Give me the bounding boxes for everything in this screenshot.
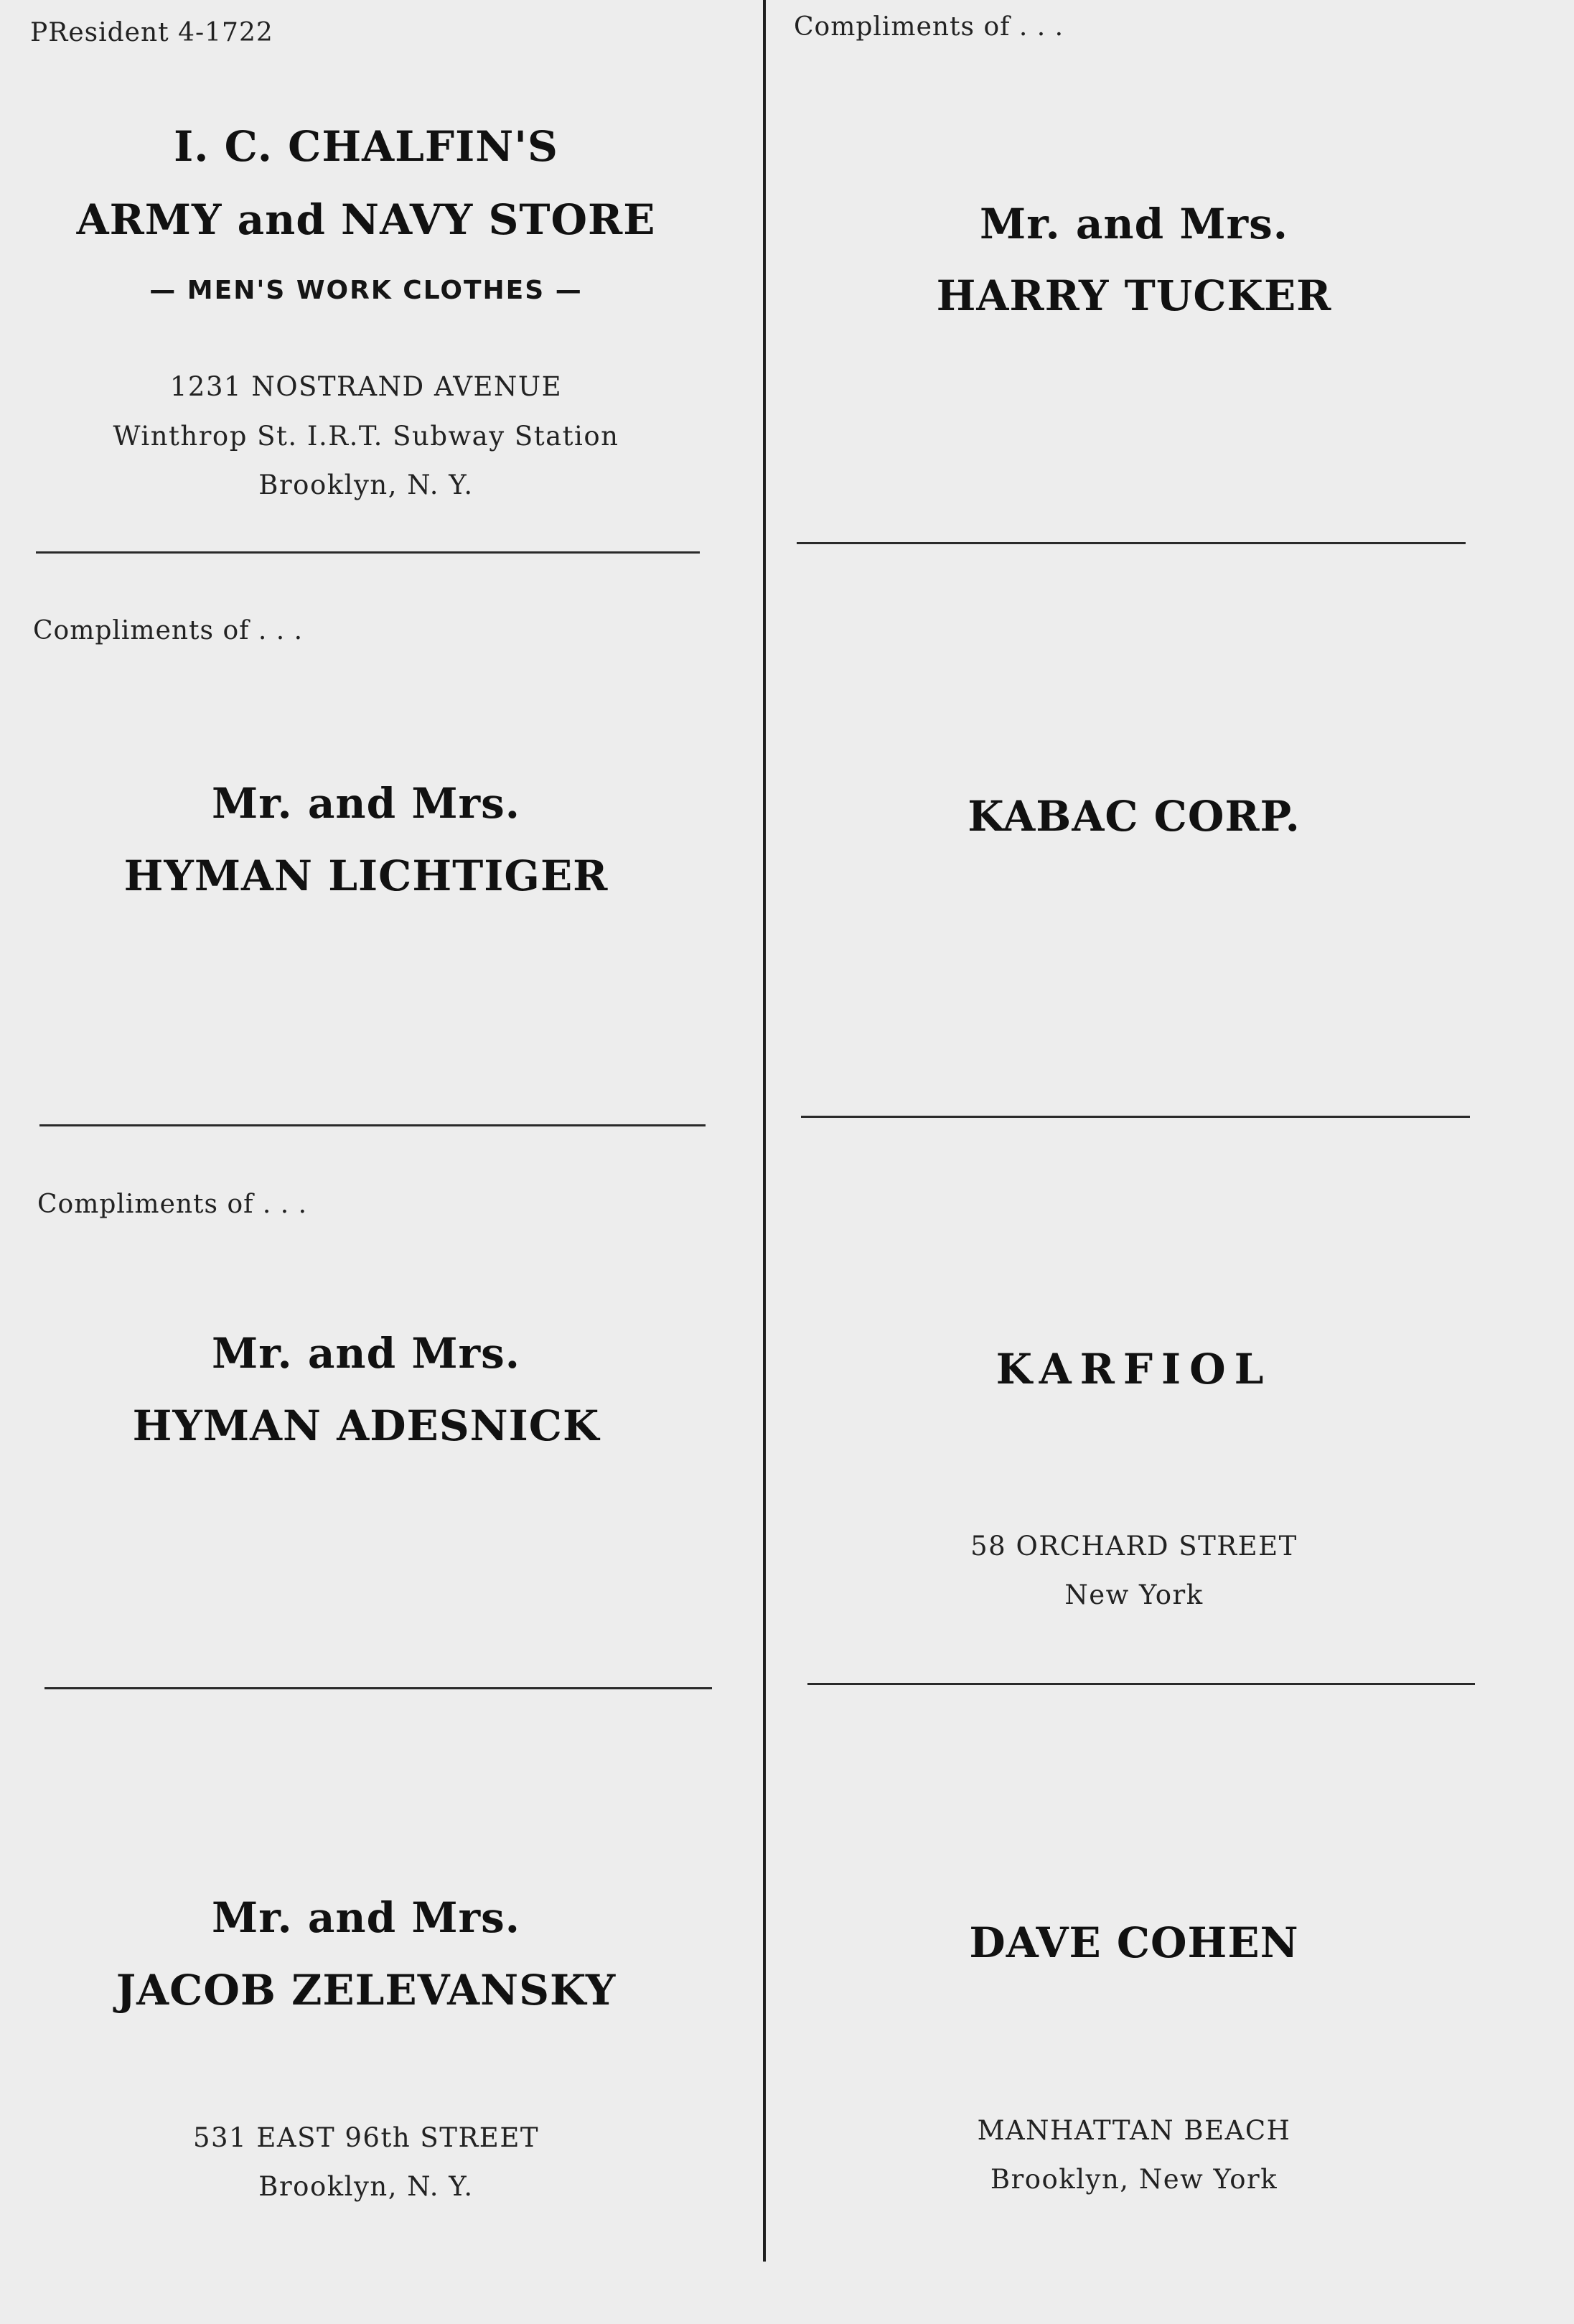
chalfin-store: ARMY and NAVY STORE xyxy=(76,195,656,244)
cohen-address-area: MANHATTAN BEACH xyxy=(977,2115,1291,2146)
kabac-name: KABAC CORP. xyxy=(968,792,1301,841)
divider-rule xyxy=(36,551,700,554)
lichtiger-salutation: Mr. and Mrs. xyxy=(212,779,520,828)
tucker-name: HARRY TUCKER xyxy=(936,271,1332,320)
adesnick-salutation: Mr. and Mrs. xyxy=(212,1329,520,1378)
compliments-label: Compliments of . . . xyxy=(33,616,304,645)
divider-rule xyxy=(44,1687,712,1689)
column-divider xyxy=(763,0,766,2262)
divider-rule xyxy=(801,1116,1470,1118)
divider-rule xyxy=(797,542,1466,544)
lichtiger-name: HYMAN LICHTIGER xyxy=(123,851,609,900)
chalfin-tagline: — MEN'S WORK CLOTHES — xyxy=(149,276,583,305)
chalfin-address-subway: Winthrop St. I.R.T. Subway Station xyxy=(113,421,619,452)
chalfin-name: I. C. CHALFIN'S xyxy=(174,122,558,171)
divider-rule xyxy=(807,1683,1475,1685)
tucker-salutation: Mr. and Mrs. xyxy=(980,200,1288,248)
karfiol-address-street: 58 ORCHARD STREET xyxy=(970,1531,1298,1562)
zelevansky-salutation: Mr. and Mrs. xyxy=(212,1893,520,1942)
compliments-label: Compliments of . . . xyxy=(37,1190,308,1219)
compliments-label: Compliments of . . . xyxy=(794,12,1064,42)
chalfin-address-city: Brooklyn, N. Y. xyxy=(258,470,474,500)
zelevansky-name: JACOB ZELEVANSKY xyxy=(116,1966,617,2015)
divider-rule xyxy=(39,1124,706,1126)
chalfin-address-street: 1231 NOSTRAND AVENUE xyxy=(169,371,563,402)
zelevansky-address-street: 531 EAST 96th STREET xyxy=(192,2122,540,2153)
karfiol-address-city: New York xyxy=(1064,1579,1204,1610)
cohen-name: DAVE COHEN xyxy=(969,1918,1299,1967)
adesnick-name: HYMAN ADESNICK xyxy=(132,1401,600,1450)
cohen-address-city: Brooklyn, New York xyxy=(990,2164,1278,2195)
karfiol-name: KARFIOL xyxy=(996,1345,1273,1394)
phone-number: PResident 4-1722 xyxy=(30,18,273,47)
zelevansky-address-city: Brooklyn, N. Y. xyxy=(258,2171,474,2202)
